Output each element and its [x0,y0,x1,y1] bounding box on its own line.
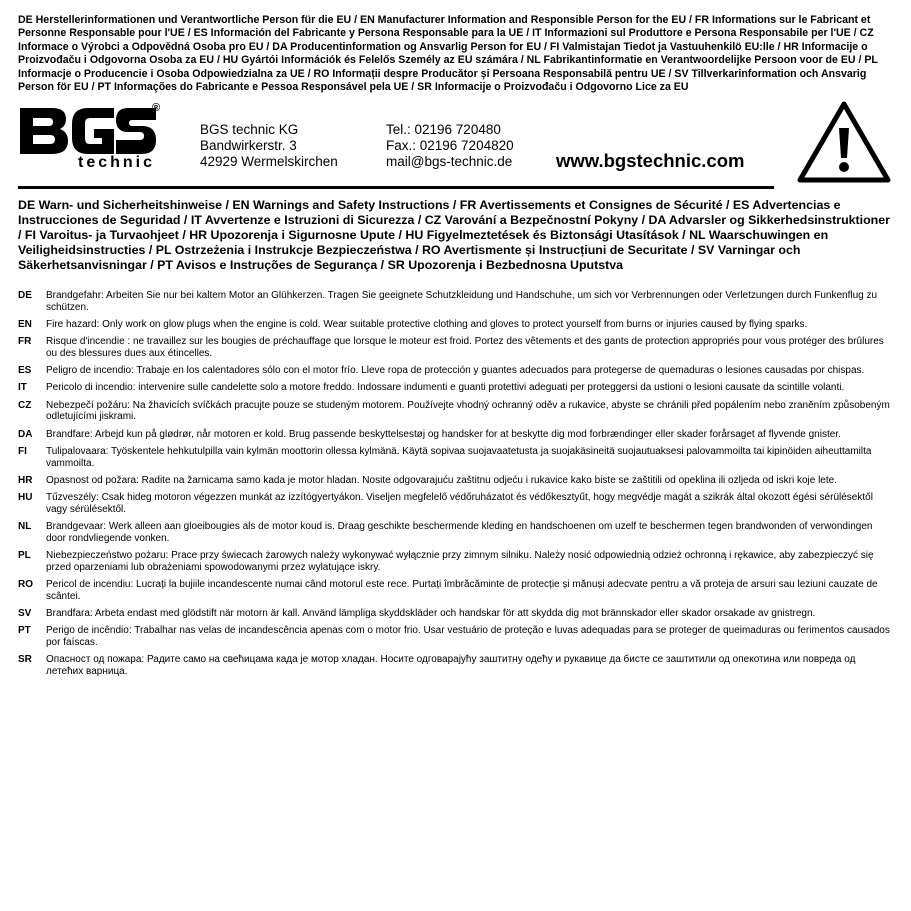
safety-text: Opasnost od požara: Radite na žarnicama samo kada je motor hladan. Nosite odgovarajuću zaštitnu odjeću i rukavice kako biste se zaštitili od opeklina ili ozljeda od iskri koje lete. [46,474,837,486]
address-column [200,122,338,170]
safety-entry [18,400,894,424]
language-code: CZ [18,399,32,411]
safety-section-title: DE Warn- und Sicherheitshinweise / EN Warnings and Safety Instructions / FR Avertissements et Consignes de Sécurité / ES Advertencias e Instrucciones de Seguridad / IT Avvertenze e Istruzioni di Sicurezza / CZ Varování a Bezpečnostní Pokyny / DA Advarsler og Sikkerhedsinstruktioner / FI Varoitus- ja Turvaohjeet / HR Upozorenja i Sigurnosne Upute / HU Figyelmeztetések és Biztonsági Utasítások / NL Waarschuwingen en Veiligheidsinstructies / PL Ostrzeżenia i Instrukcje Bezpieczeństwa / RO Avertismente și Instrucțiuni de Securitate / SV Varningar och Säkerhetsanvisningar / PT Avisos e Instruções de Segurança / SR Upozorenja i Bezbednosna Uputstva [18,198,890,272]
safety-entry [18,521,894,545]
company-tel: Tel.: 02196 720480 [386,122,501,137]
safety-entry [18,550,894,574]
safety-text: Peligro de incendio: Trabaje en los calentadores sólo con el motor frío. Lleve ropa de protección y guantes adecuados para protegerse de quemaduras o lesiones causadas por chispas. [46,365,865,377]
warning-triangle-icon [796,100,892,184]
safety-text: Brandgefahr: Arbeiten Sie nur bei kaltem Motor an Glühkerzen. Tragen Sie geeignete Schutzkleidung und Handschuhe, um sich vor Verbrennungen oder Verletzungen durch Funkenflug zu schützen. [46,290,878,313]
language-code: SR [18,653,32,665]
language-code: PT [18,625,31,636]
bgs-logo-letters [18,102,161,156]
language-code: HU [18,491,33,503]
safety-entry [18,608,894,620]
logo-subtitle: technic [78,154,156,171]
language-code: PL [18,549,31,561]
company-name: BGS technic KG [200,122,299,137]
safety-entry [18,475,894,487]
safety-text: Nebezpečí požáru: Na žhavicích svíčkách pracujte pouze se studeným motorem. Používejte vhodný ochranný oděv a rukavice, abyste se chránili před popálením nebo zraněním způsobeným odletujícími jiskrami. [46,399,890,423]
language-code: FR [18,336,32,348]
safety-entry [18,336,894,360]
contact-column [386,122,514,170]
manufacturer-info-header: DE Herstellerinformationen und Verantwortliche Person für die EU / EN Manufacturer Information and Responsible Person for the EU / FR Informations sur le Fabricant et Personne Responsable pour l'UE / ES Información del Fabricante y Persona Responsable para la UE / IT Informazioni sul Produttore e Persona Responsabile per l'UE / CZ Informace o Výrobci a Odpovědná Osoba pro EU / DA Producentinformation og Ansvarlig Person for EU / FI Valmistajan Tiedot ja Vastuuhenkilö EU:lle / HR Informacije o Proizvođaču i Odgovorna Osoba za EU / HU Gyártói Információk és Felelős Személy az EU számára / NL Fabrikantinformatie en Verantwoordelijke Persoon voor de EU / PL Informacje o Producencie i Osoba Odpowiedzialna za UE / RO Informații despre Producător și Persoana Responsabilă pentru UE / SV Tillverkarinformation och Ansvarig Person för EU / PT Informações do Fabricante e Pessoa Responsável pela UE / SR Informacije o Proizvođaču i Odgovorno Lice za EU [18,14,878,94]
safety-entry [18,319,894,331]
language-code: NL [18,520,32,532]
language-code: RO [18,578,33,590]
language-code: IT [18,382,27,394]
language-code: ES [18,365,32,377]
safety-text: Tűzveszély: Csak hideg motoron végezzen munkát az izzítógyertyákon. Viseljen megfelelő védőruházatot és védőkesztyűt, hogy megvédje magát a szikrák által okozott égési sérülésektől vagy sérülésektől. [46,491,873,515]
safety-entry [18,290,894,314]
safety-text: Brandgevaar: Werk alleen aan gloeibougies als de motor koud is. Draag geschikte beschermende kleding en handschoenen om uzelf te beschermen tegen brandwonden of verwondingen door rondvliegende vonken. [46,520,873,544]
safety-entry [18,579,894,603]
safety-entry [18,382,894,394]
company-block [18,104,894,188]
safety-text: Fire hazard: Only work on glow plugs when the engine is cold. Wear suitable protective clothing and gloves to protect yourself from burns or injuries caused by flying sparks. [46,318,808,330]
language-code: HR [18,474,33,486]
safety-entry [18,446,894,470]
bgs-logo [18,104,168,176]
company-fax: Fax.: 02196 7204820 [386,138,514,153]
safety-entry [18,654,894,678]
registered-mark: ® [152,102,161,114]
safety-text: Опасност од пожара: Радите само на свећицама када је мотор хладан. Носите одговарајућу заштитну одећу и рукавице да бисте се заштитили од опекотина или повреда од летећих варница. [46,653,856,677]
language-code: EN [18,318,32,330]
company-website: www.bgstechnic.com [556,150,745,171]
divider [18,186,774,189]
safety-text: Brandfara: Arbeta endast med glödstift när motorn är kall. Använd lämpliga skyddskläder och handskar för att skydda dig mot brännskador eller skador orsakade av gnistregn. [46,607,816,619]
safety-entry [18,492,894,516]
safety-text: Perigo de incêndio: Trabalhar nas velas de incandescência apenas com o motor frio. Usar vestuário de proteção e luvas adequadas para se proteger de queimaduras ou ferimentos causados por faíscas. [46,625,890,648]
safety-text: Risque d'incendie : ne travaillez sur les bougies de préchauffage que lorsque le moteur est froid. Portez des vêtements et des gants de protection appropriés pour vous protéger des brûlures ou des blessures dues aux étincelles. [46,336,884,359]
language-code: SV [18,607,32,619]
language-code: FI [18,445,27,457]
safety-text: Pericolo di incendio: intervenire sulle candelette solo a motore freddo. Indossare indumenti e guanti protettivi adeguati per proteggersi da ustioni o lesioni causate da scintille volanti. [46,382,845,394]
company-mail: mail@bgs-technic.de [386,154,513,169]
language-code: DE [18,290,32,301]
safety-entry [18,429,894,441]
safety-text: Tulipalovaara: Työskentele hehkutulpilla vain kylmän moottorin ollessa kylmänä. Käytä sopivaa suojavaatetusta ja suojakäsineitä suojautuaksesi palovammoilta tai kipinöiden aiheuttamilta vammoilta. [46,445,872,469]
safety-entry [18,365,894,377]
safety-entries [18,290,894,683]
safety-text: Niebezpieczeństwo pożaru: Prace przy świecach żarowych należy wykonywać wyłącznie przy zimnym silniku. Należy nosić odpowiednią odzież ochronną i rękawice, aby zabezpieczyć się przed oparzeniami lub obrażeniami spowodowanymi przez wylatujące iskry. [46,549,874,573]
safety-text: Pericol de incendiu: Lucrați la bujiile incandescente numai când motorul este rece. Purtați îmbrăcăminte de protecție și mănuși adecvate pentru a vă proteja de arsuri sau leziuni cauzate de scântei. [46,578,878,602]
safety-entry [18,625,894,649]
company-street: Bandwirkerstr. 3 [200,138,297,153]
language-code: DA [18,428,33,440]
safety-text: Brandfare: Arbejd kun på glødrør, når motoren er kold. Brug passende beskyttelsestøj og handsker for at beskytte dig mod forbrændinger eller skader forårsaget af flyvende gnister. [46,428,841,440]
company-city: 42929 Wermelskirchen [200,154,338,169]
